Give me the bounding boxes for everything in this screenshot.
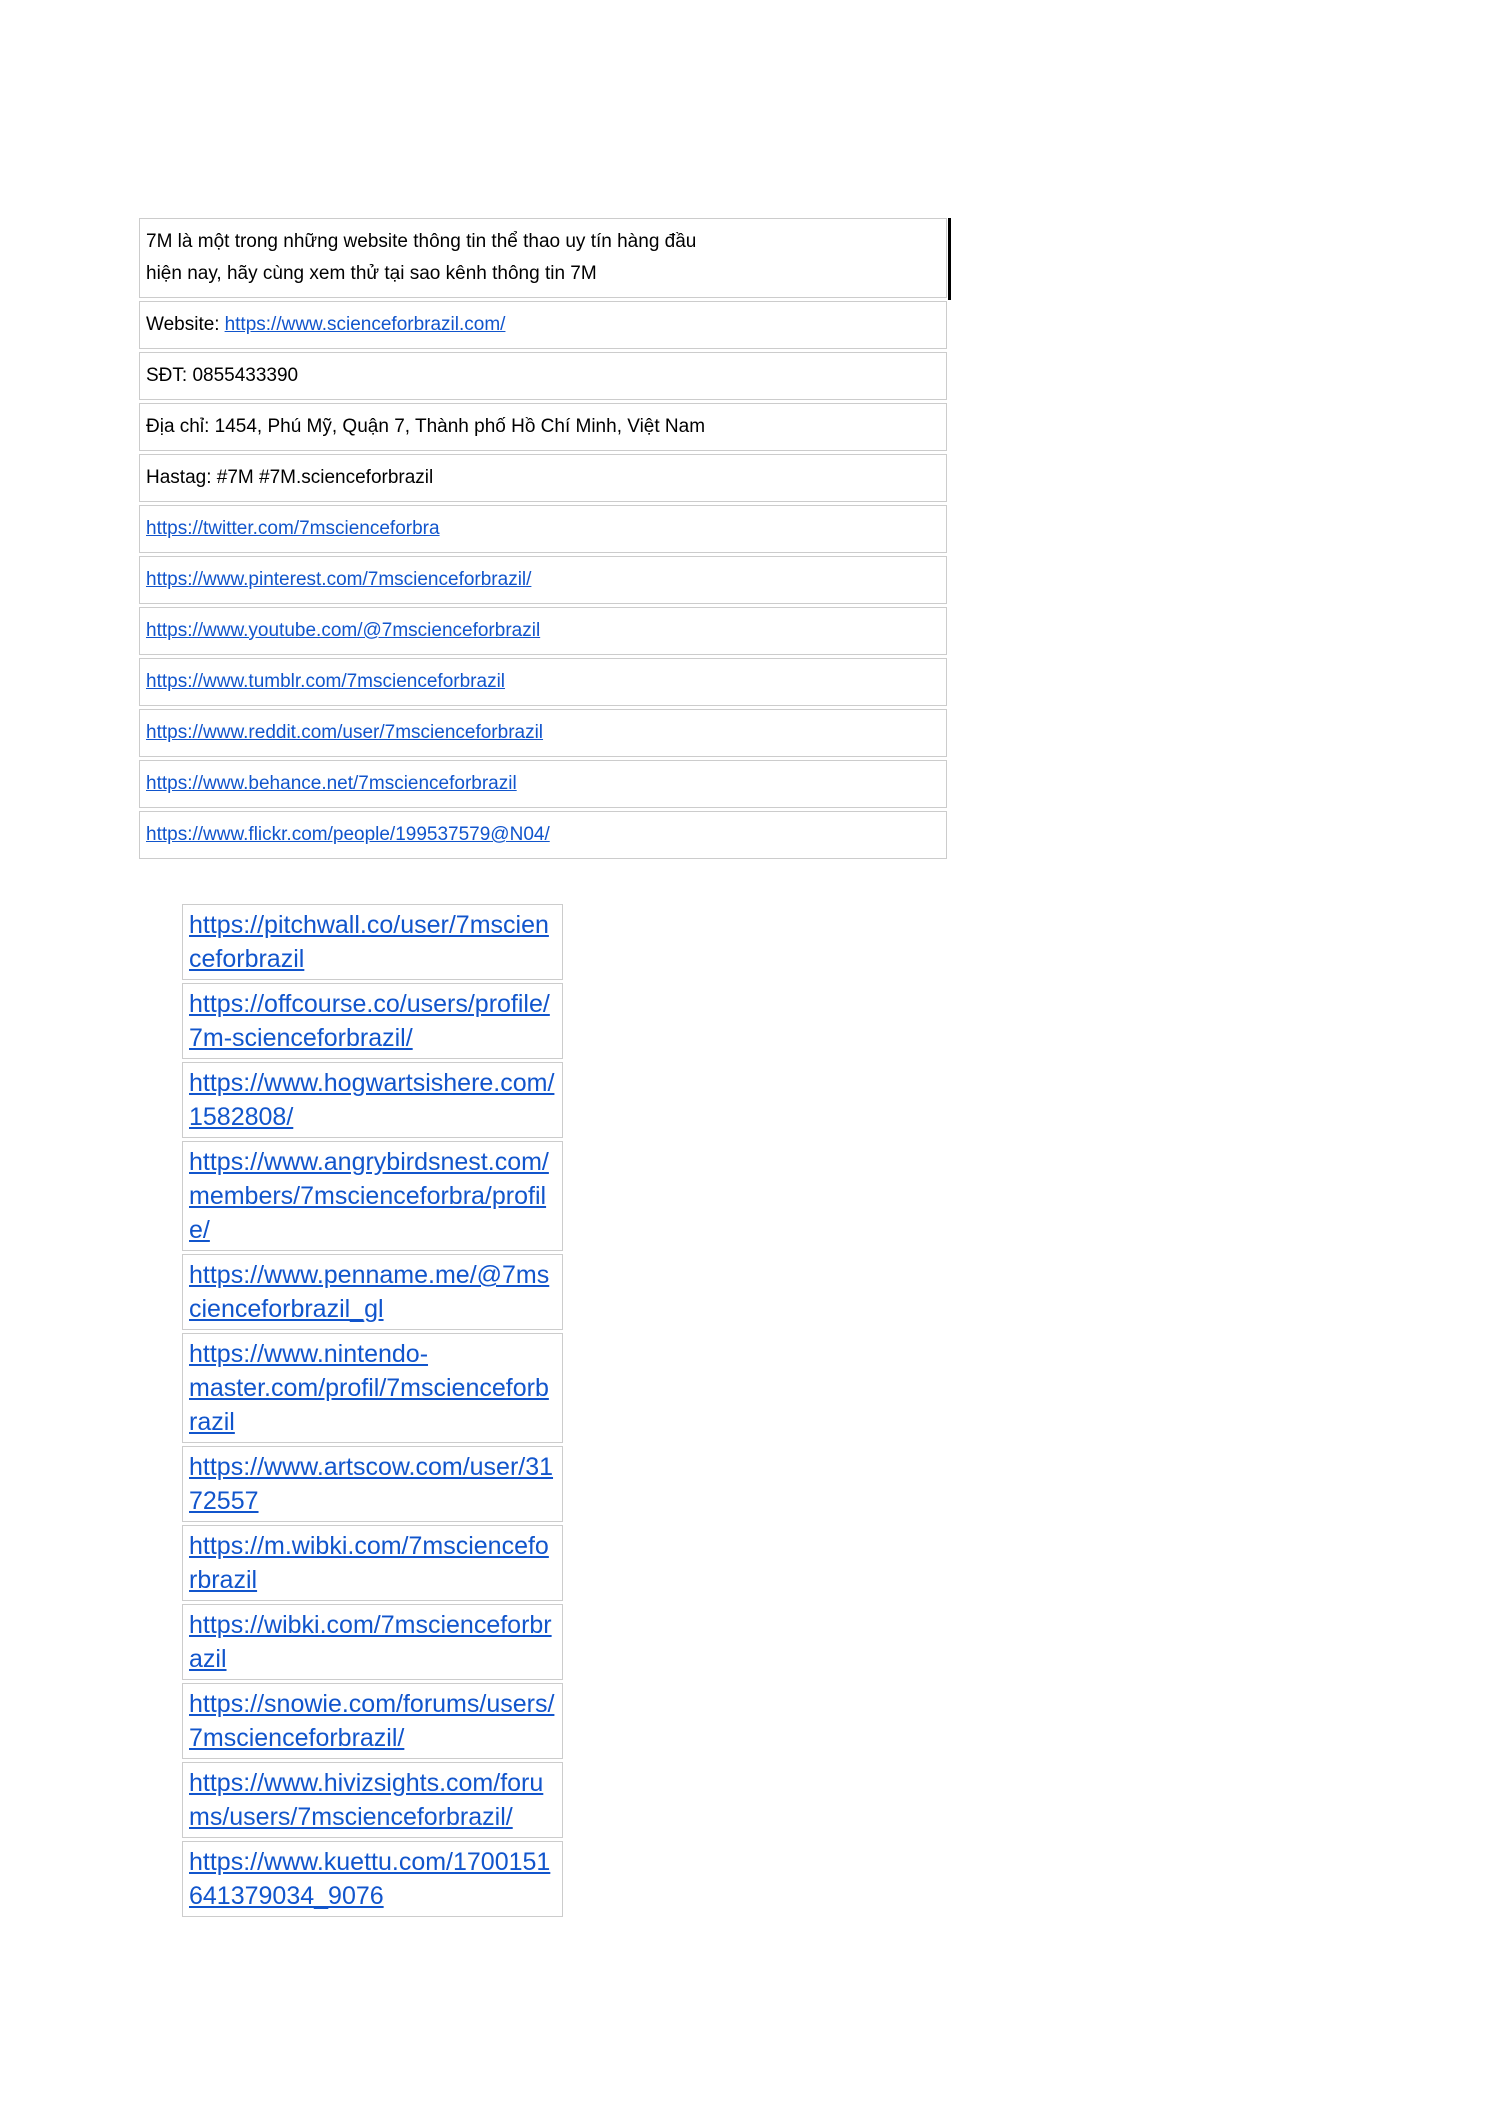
table-row-link (139, 760, 947, 808)
address-text: Địa chỉ: 1454, Phú Mỹ, Quận 7, Thành phố Hồ Chí Minh, Việt Nam (146, 416, 706, 437)
website-link[interactable]: https://www.scienceforbrazil.com/ (224, 314, 506, 335)
social-link-tumblr[interactable]: https://www.tumblr.com/7mscienceforbrazil (146, 671, 506, 692)
table-row-link (139, 658, 947, 706)
table-row-link (139, 607, 947, 655)
table-row (182, 1762, 563, 1838)
profile-link-hivizsights[interactable]: https://www.hivizsights.com/forums/users/7mscienceforbrazil/ (189, 1769, 544, 1831)
social-link-reddit[interactable]: https://www.reddit.com/user/7mscienceforbrazil (146, 722, 544, 743)
social-link-twitter[interactable]: https://twitter.com/7mscienceforbra (146, 518, 440, 539)
profile-link-penname[interactable]: https://www.penname.me/@7mscienceforbrazil_gl (189, 1261, 550, 1323)
profile-link-m-wibki[interactable]: https://m.wibki.com/7mscienceforbrazil (189, 1532, 549, 1594)
table-row (182, 1604, 563, 1680)
social-link-flickr[interactable]: https://www.flickr.com/people/199537579@N04/ (146, 824, 550, 845)
table-row (182, 1062, 563, 1138)
description-line-2: hiện nay, hãy cùng xem thử tại sao kênh thông tin 7M (146, 263, 597, 284)
table-row-link (139, 556, 947, 604)
table-row (182, 1141, 563, 1251)
profile-link-pitchwall[interactable]: https://pitchwall.co/user/7mscienceforbrazil (189, 911, 549, 973)
table-row-description (139, 218, 947, 298)
profile-link-kuettu[interactable]: https://www.kuettu.com/1700151641379034_9076 (189, 1848, 551, 1910)
description-line-1: 7M là một trong những website thông tin thể thao uy tín hàng đầu (146, 231, 697, 252)
table-row-link (139, 811, 947, 859)
phone-text: SĐT: 0855433390 (146, 365, 299, 386)
table-row-hashtag (139, 454, 947, 502)
table-row-website (139, 301, 947, 349)
info-table (139, 218, 947, 859)
table-row (182, 1333, 563, 1443)
profile-link-angrybirdsnest[interactable]: https://www.angrybirdsnest.com/members/7mscienceforbra/profile/ (189, 1148, 549, 1244)
profile-link-hogwartsishere[interactable]: https://www.hogwartsishere.com/1582808/ (189, 1069, 555, 1131)
table-row-phone (139, 352, 947, 400)
hashtag-text: Hastag: #7M #7M.scienceforbrazil (146, 467, 434, 488)
social-link-youtube[interactable]: https://www.youtube.com/@7mscienceforbrazil (146, 620, 541, 641)
profile-link-artscow[interactable]: https://www.artscow.com/user/3172557 (189, 1453, 554, 1515)
table-row (182, 1683, 563, 1759)
profile-link-offcourse[interactable]: https://offcourse.co/users/profile/7m-scienceforbrazil/ (189, 990, 550, 1052)
links-table (182, 904, 563, 1917)
profile-link-nintendo-master[interactable]: https://www.nintendo-master.com/profil/7mscienceforbrazil (189, 1340, 549, 1436)
table-row-address (139, 403, 947, 451)
table-row-link (139, 505, 947, 553)
profile-link-snowie[interactable]: https://snowie.com/forums/users/7mscienceforbrazil/ (189, 1690, 555, 1752)
table-row-link (139, 709, 947, 757)
table-row (182, 1525, 563, 1601)
profile-link-wibki[interactable]: https://wibki.com/7mscienceforbrazil (189, 1611, 552, 1673)
website-label: Website: (146, 314, 220, 335)
social-link-behance[interactable]: https://www.behance.net/7mscienceforbrazil (146, 773, 517, 794)
table-row (182, 904, 563, 980)
social-link-pinterest[interactable]: https://www.pinterest.com/7mscienceforbrazil/ (146, 569, 532, 590)
table-row (182, 983, 563, 1059)
table-row (182, 1446, 563, 1522)
table-row (182, 1841, 563, 1917)
text-cursor-bar (948, 218, 951, 300)
table-row (182, 1254, 563, 1330)
